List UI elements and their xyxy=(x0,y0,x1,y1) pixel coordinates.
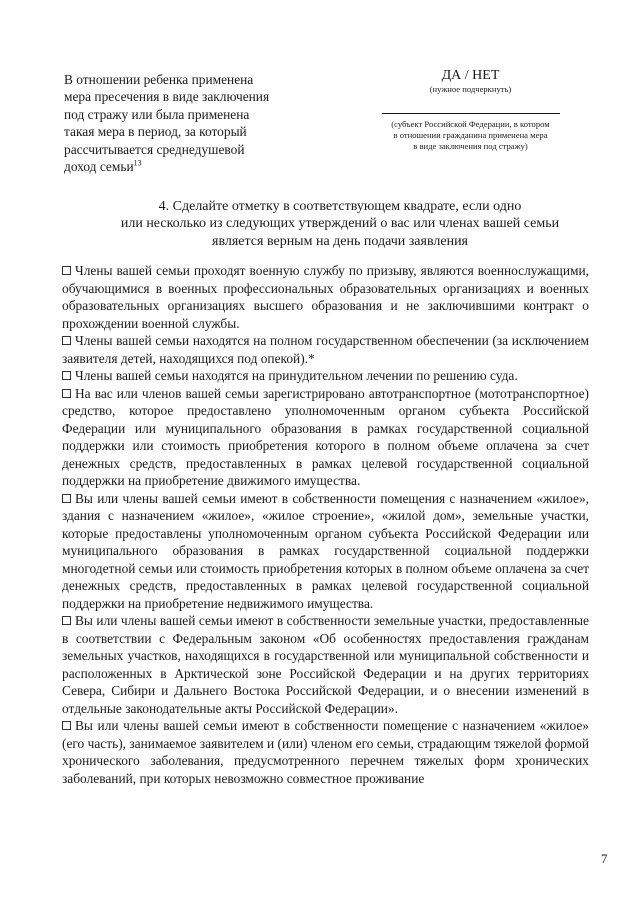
checklist-item-text: Члены вашей семьи проходят военную службу по призыву, являются военнослужащими, обучающимися в военных профессиональных образовательных организациях и военных образовательных организациях высшего образования и не заключившими контракт о прохождении военной службы. xyxy=(62,263,589,331)
custody-question xyxy=(64,71,299,175)
subject-fill-line[interactable] xyxy=(382,113,560,114)
section-title-line: является верным на день подачи заявления xyxy=(212,233,468,249)
checklist-item xyxy=(62,490,589,613)
checkbox[interactable] xyxy=(62,336,71,345)
yes-no-choice[interactable]: ДА / НЕТ xyxy=(441,68,500,83)
checklist-item xyxy=(62,385,589,490)
page-number: 7 xyxy=(601,851,608,866)
checkbox[interactable] xyxy=(62,721,71,730)
custody-question-line: под стражу или была применена xyxy=(64,106,250,122)
custody-question-line: рассчитывается среднедушевой xyxy=(64,141,245,157)
custody-answer xyxy=(354,67,587,153)
checkbox[interactable] xyxy=(62,371,71,380)
custody-question-line: такая мера в период, за который xyxy=(64,124,247,140)
subject-hint-line: в отношении гражданина применена мера xyxy=(393,130,548,141)
checklist-item xyxy=(62,367,589,385)
checklist-item xyxy=(62,262,589,332)
custody-question-line: В отношении ребенка применена xyxy=(64,72,254,87)
section-title xyxy=(90,198,590,250)
custody-question-line: мера пресечения в виде заключения xyxy=(64,89,270,105)
statement-checklist xyxy=(62,262,589,787)
checkbox[interactable] xyxy=(62,266,71,275)
checklist-item-text: На вас или членов вашей семьи зарегистрировано автотранспортное (мототранспортное) средство, которое предоставлено уполномоченным органом субъекта Российской Федерации или муниципального образования в рамках государственной социальной поддержки или стоимость приобретения которого в полном объеме оплачена за счет денежных средств, предоставленных в рамках целевой государственной социальной поддержки на приобретение движимого имущества. xyxy=(62,385,589,488)
checklist-item-text: Члены вашей семьи находятся на полном государственном обеспечении (за исключением заявителя детей, находящихся под опекой).* xyxy=(62,333,589,366)
checklist-item-text: Вы или члены вашей семьи имеют в собственности земельные участки, предоставленные в соответствии с Федеральным законом «Об особенностях предоставления гражданам земельных участков, находящихся в государственной или муниципальной собственности и расположенных в Арктической зоне Российской Федерации и на других территориях Севера, Сибири и Дальнего Востока Российской Федерации, и о внесении изменений в отдельные законодательные акты Российской Федерации». xyxy=(62,613,589,716)
checklist-item-text: Вы или члены вашей семьи имеют в собственности помещения с назначением «жилое», здания с назначением «жилое», «жилое строение», «жилой дом», земельные участки, которые предоставлены уполномоченным органом субъекта Российской Федерации или муниципального образования в рамках государственной социальной поддержки многодетной семьи или стоимость приобретения которых в полном объеме оплачена за счет денежных средств, предоставленных в рамках целевой государственной социальной поддержки на приобретение недвижимого имущества. xyxy=(62,490,589,611)
subject-hint-line: в виде заключения под стражу) xyxy=(413,141,528,152)
custody-question-last-line: доход семьи xyxy=(64,159,134,175)
yes-no-hint: (нужное подчеркнуть) xyxy=(429,84,512,94)
section-title-line: или несколько из следующих утверждений о вас или членах вашей семьи xyxy=(120,216,560,232)
checklist-item-text: Члены вашей семьи находятся на принудительном лечении по решению суда. xyxy=(75,368,518,383)
checklist-item-text: Вы или члены вашей семьи имеют в собственности помещение с назначением «жилое» (его часть), занимаемое заявителем и (или) членом его семьи, страдающим тяжелой формой хронического заболевания, предусмотренного перечнем тяжелых форм хронических заболеваний, при которых невозможно совместное проживание xyxy=(62,718,589,786)
checklist-item xyxy=(62,332,589,367)
checklist-item xyxy=(62,612,589,717)
checkbox[interactable] xyxy=(62,616,71,625)
section-title-line: 4. Сделайте отметку в соответствующем квадрате, если одно xyxy=(158,199,522,214)
checklist-item xyxy=(62,717,589,787)
footnote-ref: 13 xyxy=(133,158,142,168)
checkbox[interactable] xyxy=(62,389,71,398)
custody-question-line xyxy=(64,158,299,175)
checkbox[interactable] xyxy=(62,494,71,503)
subject-hint-line: (субъект Российской Федерации, в котором xyxy=(391,119,550,129)
